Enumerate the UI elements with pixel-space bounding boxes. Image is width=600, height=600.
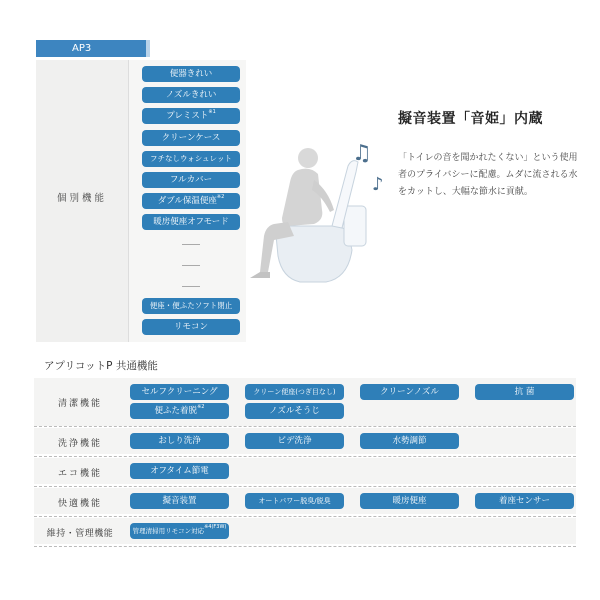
feature-pill: プレミスト$^{※1}$ [142,108,240,124]
row-label-cleanliness: 清潔機能 [57,399,102,409]
feature-title: 擬音装置「音姫」内蔵 [398,111,543,127]
feature-pill: フルカバー [142,172,240,188]
row-label-maintenance: 維持・管理機能 [46,529,114,539]
feature-pill: 便器きれい [142,66,240,82]
common-feature-pill: 水勢調節 [360,433,459,449]
common-feature-pill: 管理清掃用リモコン対応$^{※4(F3W)}$ [130,523,229,539]
row-divider [34,486,576,487]
row-label-washing: 洗浄機能 [57,439,102,449]
common-feature-pill: 着座センサー [475,493,574,509]
common-feature-pill: 擬音装置 [130,493,229,509]
feature-pill: ノズルきれい [142,87,240,103]
row-divider [34,516,576,517]
common-feature-pill: クリーン便座(つぎ目なし) [245,384,344,400]
row-divider [34,546,576,547]
svg-text:♫: ♫ [352,141,372,166]
common-features-title: アプリコットP 共通機能 [44,360,158,372]
row-label-comfort: 快適機能 [57,499,102,509]
feature-pill: 便座・便ふたソフト閉止 [142,298,240,314]
ap3-tab: AP3 [36,40,146,57]
feature-pill: クリーンケース [142,130,240,146]
empty-slot-dash [182,244,200,245]
common-feature-pill: オートパワー脱臭/脱臭 [245,493,344,509]
empty-slot-dash [182,286,200,287]
toilet-user-illustration [248,140,388,290]
common-feature-pill: クリーンノズル [360,384,459,400]
common-feature-pill: 便ふた着脱$^{※2}$ [130,403,229,419]
feature-description: 「トイレの音を聞かれたくない」という使用者のプライバシーに配慮。ムダに流される水をカットし、大幅な節水に貢献。 [398,153,578,197]
common-feature-pill: オフタイム節電 [130,463,229,479]
feature-pill: ダブル保温便座$^{※2}$ [142,193,240,209]
empty-slot-dash [182,265,200,266]
common-feature-pill: セルフクリーニング [130,384,229,400]
row-divider [34,426,576,427]
row-label-eco: エコ機能 [57,469,102,479]
feature-pill: 暖房便座オフモード [142,214,240,230]
common-feature-pill: ビデ洗浄 [245,433,344,449]
common-feature-pill: 暖房便座 [360,493,459,509]
row-divider [34,456,576,457]
common-feature-pill: おしり洗浄 [130,433,229,449]
individual-features-label: 個別機能 [56,193,107,204]
ap3-tab-accent [146,40,150,57]
common-feature-pill: 抗 菌 [475,384,574,400]
common-feature-pill: ノズルそうじ [245,403,344,419]
feature-pill: フチなしウォシュレット [142,151,240,167]
svg-text:♪: ♪ [372,174,384,195]
feature-pill: リモコン [142,319,240,335]
